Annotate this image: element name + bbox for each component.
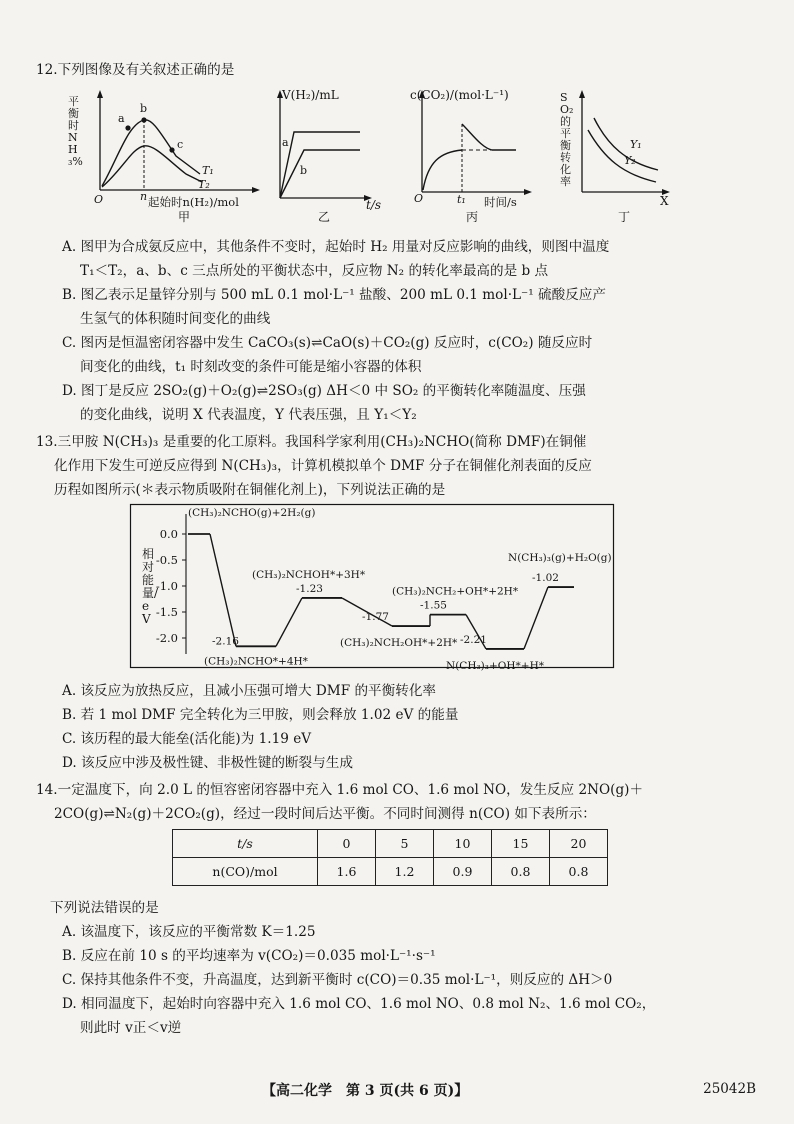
q12-option-a-line1: A. 图甲为合成氨反应中，其他条件不变时，起始时 H₂ 用量对反应影响的曲线，则图中温度 bbox=[62, 239, 610, 255]
table-cell: n(CO)/mol bbox=[173, 858, 318, 886]
jia-series-t1: T₁ bbox=[202, 164, 214, 177]
energy-value-label: -1.77 bbox=[362, 611, 389, 624]
bing-t1: t₁ bbox=[457, 193, 466, 206]
species-label: (CH₃)₂NCHO(g)+2H₂(g) bbox=[188, 507, 316, 519]
yi-series-b: b bbox=[300, 164, 308, 177]
curve-a bbox=[280, 132, 360, 198]
ding-series-y2: Y₂ bbox=[624, 154, 636, 167]
energy-value-label: -2.21 bbox=[460, 633, 487, 646]
species-label: (CH₃)₂NCHOH*+3H* bbox=[252, 568, 366, 581]
energy-connector bbox=[524, 587, 548, 649]
ding-caption: 丁 bbox=[618, 210, 631, 224]
curve-b bbox=[280, 150, 360, 198]
energy-diagram bbox=[130, 504, 614, 672]
yi-ylabel: V(H₂)/mL bbox=[282, 88, 339, 102]
table-cell: t/s bbox=[173, 830, 318, 858]
figure-yi bbox=[268, 88, 388, 224]
q12-option-c-line2: 间变化的曲线，t₁ 时刻改变的条件可能是缩小容器的体积 bbox=[80, 359, 422, 375]
energy-ylabel: 相对能量/eV bbox=[142, 547, 159, 626]
q14-prompt: 下列说法错误的是 bbox=[50, 900, 159, 916]
ding-xlabel: X bbox=[660, 194, 669, 208]
q12-option-d-line1: D. 图丁是反应 2SO₂(g)＋O₂(g)⇌2SO₃(g) ΔH＜0 中 SO₂ 的平衡转化率随温度、压强 bbox=[62, 383, 586, 399]
species-label: N(CH₃)₃(g)+H₂O(g) bbox=[508, 552, 612, 565]
q13-option-a: A. 该反应为放热反应，且减小压强可增大 DMF 的平衡转化率 bbox=[62, 683, 437, 699]
energy-diagram-svg bbox=[130, 504, 614, 672]
q13-option-d: D. 该反应中涉及极性键、非极性键的断裂与生成 bbox=[62, 755, 353, 771]
jia-xlabel: 起始时n(H₂)/mol bbox=[148, 195, 239, 209]
jia-point-c: c bbox=[177, 138, 184, 151]
q13-stem-line1: 13.三甲胺 N(CH₃)₃ 是重要的化工原料。我国科学家利用(CH₃)₂NCHO(简称 DMF)在铜催 bbox=[36, 434, 587, 450]
q12-option-a-line2: T₁＜T₂，a、b、c 三点所处的平衡状态中，反应物 N₂ 的转化率最高的是 b 点 bbox=[80, 263, 549, 279]
table-cell: 1.2 bbox=[376, 858, 434, 886]
table-cell: 20 bbox=[550, 830, 608, 858]
curve-rise bbox=[423, 150, 462, 190]
q13-option-b: B. 若 1 mol DMF 完全转化为三甲胺，则会释放 1.02 eV 的能量 bbox=[62, 707, 459, 723]
curve-t2 bbox=[102, 146, 202, 187]
ding-ylabel: SO₂的平衡转化率 bbox=[560, 91, 574, 188]
q13-option-c: C. 该历程的最大能垒(活化能)为 1.19 eV bbox=[62, 731, 312, 747]
table-cell: 1.6 bbox=[318, 858, 376, 886]
q14-option-b: B. 反应在前 10 s 的平均速率为 v(CO₂)＝0.035 mol·L⁻¹·s⁻¹ bbox=[62, 948, 436, 964]
bing-caption: 丙 bbox=[466, 210, 479, 224]
page-footer: 【高二化学 第 3 页(共 6 页)】 bbox=[262, 1083, 469, 1099]
q12-option-d-line2: 的变化曲线，说明 X 代表温度，Y 代表压强，且 Y₁＜Y₂ bbox=[80, 407, 417, 423]
figure-jia bbox=[68, 88, 258, 224]
jia-origin: O bbox=[94, 193, 104, 206]
curve-y2 bbox=[588, 130, 656, 182]
q14-option-c: C. 保持其他条件不变，升高温度，达到新平衡时 c(CO)＝0.35 mol·L⁻¹，则反应的 ΔH＞0 bbox=[62, 972, 613, 988]
jia-caption: 甲 bbox=[178, 210, 191, 224]
yi-caption: 乙 bbox=[318, 210, 331, 224]
q12-option-c-line1: C. 图丙是恒温密闭容器中发生 CaCO₃(s)⇌CaO(s)＋CO₂(g) 反应时，c(CO₂) 随反应时 bbox=[62, 335, 593, 351]
y-tick-label: -1.0 bbox=[155, 579, 178, 593]
table-cell: 10 bbox=[434, 830, 492, 858]
jia-n-tick: n bbox=[140, 190, 148, 203]
q12-option-b-line2: 生氢气的体积随时间变化的曲线 bbox=[80, 311, 271, 327]
jia-point-a: a bbox=[118, 112, 125, 125]
q14-option-a: A. 该温度下，该反应的平衡常数 K＝1.25 bbox=[62, 924, 316, 940]
curve-drop bbox=[462, 124, 516, 150]
figure-ding bbox=[560, 88, 680, 224]
y-tick-label: 0.0 bbox=[159, 527, 178, 541]
species-label: (CH₃)₂NCH₂+OH*+2H* bbox=[392, 585, 519, 598]
table-cell: 0.9 bbox=[434, 858, 492, 886]
table-cell: 15 bbox=[492, 830, 550, 858]
bing-xlabel: 时间/s bbox=[484, 195, 517, 209]
bing-ylabel: c(CO₂)/(mol·L⁻¹) bbox=[410, 88, 509, 102]
energy-value-label: -1.23 bbox=[296, 582, 323, 595]
bing-origin: O bbox=[414, 192, 424, 205]
energy-connector bbox=[210, 534, 236, 646]
table-header-row bbox=[173, 830, 608, 858]
species-label: N(CH₃)₃+OH*+H* bbox=[446, 659, 545, 672]
table-cell: 5 bbox=[376, 830, 434, 858]
species-label: (CH₃)₂NCHO*+4H* bbox=[204, 655, 308, 668]
q12-option-b-line1: B. 图乙表示足量锌分别与 500 mL 0.1 mol·L⁻¹ 盐酸、200 mL 0.1 mol·L⁻¹ 硫酸反应产 bbox=[62, 287, 606, 303]
figure-bing-svg bbox=[412, 88, 542, 218]
nco-table bbox=[172, 829, 608, 886]
y-tick-label: -2.0 bbox=[155, 631, 178, 645]
energy-connector bbox=[276, 598, 302, 646]
figure-bing bbox=[410, 88, 542, 224]
q14-stem-line2: 2CO(g)⇌N₂(g)＋2CO₂(g)，经过一段时间后达平衡。不同时间测得 n(CO) 如下表所示： bbox=[54, 806, 596, 822]
energy-value-label: -1.02 bbox=[532, 572, 559, 585]
q14-option-d-line1: D. 相同温度下，起始时向容器中充入 1.6 mol CO、1.6 mol NO、0.8 mol N₂、1.6 mol CO₂， bbox=[62, 996, 656, 1012]
table-cell: 0.8 bbox=[550, 858, 608, 886]
jia-ylabel: 平衡时NH₃% bbox=[68, 95, 83, 168]
yi-series-a: a bbox=[282, 136, 289, 149]
paper-code: 25042B bbox=[703, 1081, 756, 1097]
ding-series-y1: Y₁ bbox=[630, 138, 642, 151]
curve-t1 bbox=[102, 120, 200, 186]
q14-stem-line1: 14.一定温度下，向 2.0 L 的恒容密闭容器中充入 1.6 mol CO、1.6 mol NO，发生反应 2NO(g)＋ bbox=[36, 782, 644, 798]
energy-value-label: -2.16 bbox=[212, 635, 239, 648]
jia-series-t2: T₂ bbox=[198, 178, 210, 191]
q13-stem-line2: 化作用下发生可逆反应得到 N(CH₃)₃，计算机模拟单个 DMF 分子在铜催化剂表面的反应 bbox=[54, 458, 592, 474]
y-tick-label: -0.5 bbox=[155, 553, 178, 567]
species-label: (CH₃)₂NCH₂OH*+2H* bbox=[340, 637, 458, 650]
q13-stem-line3: 历程如图所示(＊表示物质吸附在铜催化剂上)，下列说法正确的是 bbox=[54, 482, 446, 498]
q12-stem: 12.下列图像及有关叙述正确的是 bbox=[36, 62, 235, 78]
table-cell: 0.8 bbox=[492, 858, 550, 886]
y-tick-label: -1.5 bbox=[155, 605, 178, 619]
table-cell: 0 bbox=[318, 830, 376, 858]
table-row bbox=[173, 858, 608, 886]
yi-xlabel: t/s bbox=[366, 198, 382, 212]
energy-value-label: -1.55 bbox=[420, 599, 447, 612]
jia-point-b: b bbox=[140, 102, 148, 115]
q14-option-d-line2: 则此时 v正＜v逆 bbox=[80, 1020, 182, 1036]
